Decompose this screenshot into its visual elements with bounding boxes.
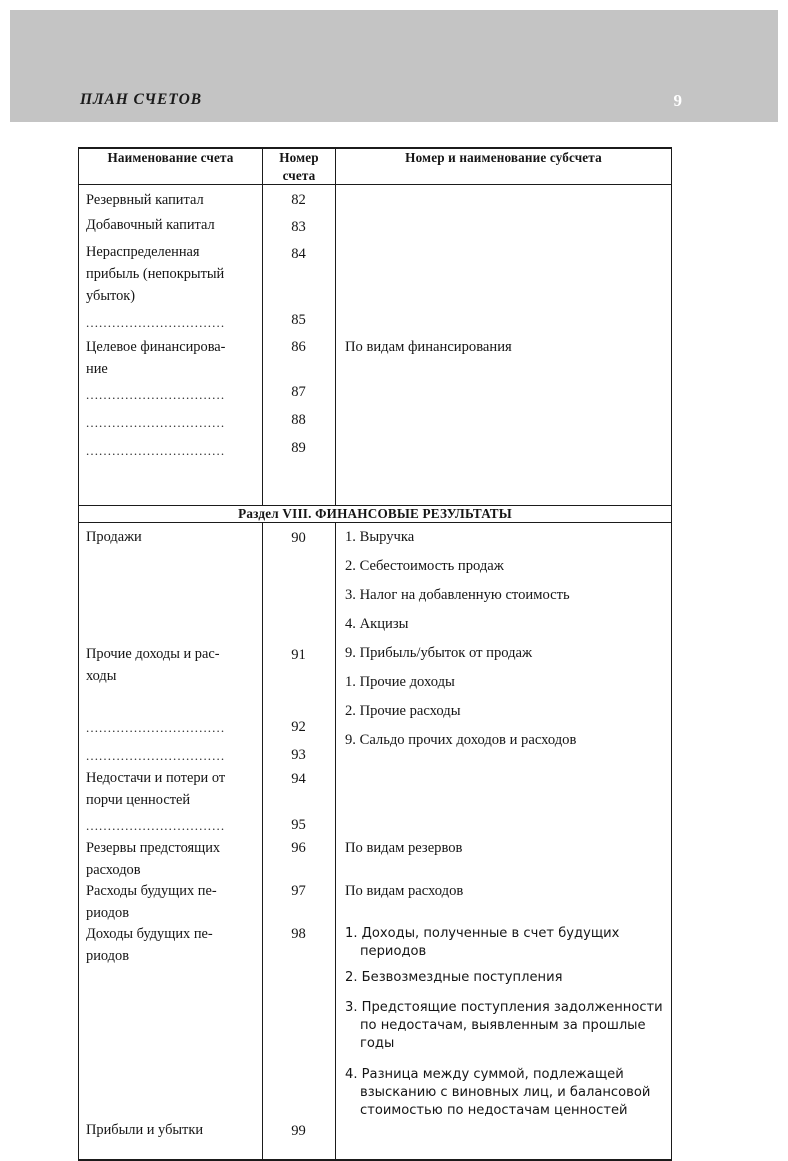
account-name: Расходы будущих пе-	[86, 883, 217, 900]
account-name: Недостачи и потери от	[86, 770, 226, 787]
account-name: ние	[86, 361, 108, 378]
column-header-account-name: Наименование счета	[79, 148, 263, 185]
subaccount-text: 1. Выручка	[345, 529, 415, 546]
account-name: риодов	[86, 905, 129, 922]
account-name: убыток)	[86, 288, 136, 305]
running-header-title: ПЛАН СЧЕТОВ	[80, 91, 202, 108]
column-header-account-number-line1: Номер	[279, 150, 319, 165]
account-number: 98	[291, 926, 306, 943]
account-name: Прочие доходы и рас-	[86, 646, 220, 663]
account-name: Целевое финансирова-	[86, 339, 226, 356]
account-name-lines	[79, 523, 262, 1159]
account-number: 99	[291, 1123, 306, 1140]
subaccount-text: 1. Прочие доходы	[345, 674, 455, 691]
section-divider-row	[79, 506, 672, 523]
column-header-account-number-line2: счета	[282, 167, 316, 183]
chart-of-accounts-table	[78, 147, 672, 1161]
page-number: 9	[673, 91, 682, 110]
column-header-subaccount: Номер и наименование субсчета	[336, 148, 672, 185]
account-number: 88	[291, 412, 306, 429]
account-name: риодов	[86, 948, 129, 965]
account-number: 83	[291, 219, 306, 236]
account-name-placeholder: ................................	[86, 720, 226, 736]
subaccount-text: 3. Предстоящие поступления задолженности по недостачам, выявленным за прошлые годы	[345, 1000, 663, 1051]
subaccount-text: 4. Разница между суммой, подлежащей взысканию с виновных лиц, и балансовой стоимостью по недостачам ценностей	[345, 1067, 651, 1118]
account-numbers-cell-capital	[263, 185, 336, 506]
account-number: 84	[291, 246, 306, 263]
subaccounts-cell-results	[336, 523, 672, 1161]
account-number: 89	[291, 440, 306, 457]
account-name-placeholder: ................................	[86, 818, 226, 834]
account-number: 87	[291, 384, 306, 401]
account-number: 82	[291, 192, 306, 209]
subaccounts-cell-capital	[336, 185, 672, 506]
account-name: Добавочный капитал	[86, 217, 215, 234]
account-number: 92	[291, 719, 306, 736]
subaccount-text: 9. Прибыль/убыток от продаж	[345, 645, 533, 662]
account-name: Прибыли и убытки	[86, 1122, 204, 1139]
account-number: 95	[291, 817, 306, 834]
subaccount-text: 4. Акцизы	[345, 616, 409, 633]
subaccount-text: По видам финансирования	[345, 339, 512, 356]
account-number: 85	[291, 312, 306, 329]
account-name: Резервы предстоящих	[86, 840, 221, 857]
account-numbers-cell-results	[263, 523, 336, 1161]
account-name: ходы	[86, 668, 117, 685]
account-name: Резервный капитал	[86, 192, 204, 209]
account-name-placeholder: ................................	[86, 748, 226, 764]
account-name-placeholder: ................................	[86, 387, 226, 403]
account-number: 91	[291, 647, 306, 664]
subaccount-text: 1. Доходы, полученные в счет будущих периодов	[345, 926, 620, 959]
account-name: порчи ценностей	[86, 792, 191, 809]
subaccount-text: 2. Безвозмездные поступления	[345, 970, 563, 986]
table-block-financial-results	[79, 523, 672, 1161]
account-number: 97	[291, 883, 306, 900]
subaccount-text: По видам расходов	[345, 883, 464, 900]
column-header-account-number	[263, 148, 336, 185]
account-names-cell-capital	[79, 185, 263, 506]
account-number: 86	[291, 339, 306, 356]
running-header-band	[10, 10, 778, 122]
subaccount-text: 3. Налог на добавленную стоимость	[345, 587, 570, 604]
subaccount-text: По видам резервов	[345, 840, 463, 857]
account-name-lines	[79, 185, 262, 505]
account-number: 94	[291, 771, 306, 788]
account-number: 96	[291, 840, 306, 857]
account-names-cell-results	[79, 523, 263, 1161]
account-name: расходов	[86, 862, 141, 879]
table-block-capital	[79, 185, 672, 506]
account-name-placeholder: ................................	[86, 315, 226, 331]
subaccount-text: 2. Прочие расходы	[345, 703, 461, 720]
account-name-placeholder: ................................	[86, 443, 226, 459]
account-name: Нераспределенная	[86, 244, 200, 261]
account-number: 93	[291, 747, 306, 764]
table-header-row	[79, 148, 672, 185]
account-name: прибыль (непокрытый	[86, 266, 225, 283]
account-name: Доходы будущих пе-	[86, 926, 213, 943]
account-name: Продажи	[86, 529, 142, 546]
subaccount-text: 2. Себестоимость продаж	[345, 558, 504, 575]
account-number: 90	[291, 530, 306, 547]
subaccount-text: 9. Сальдо прочих доходов и расходов	[345, 732, 577, 749]
section-title-viii: Раздел VIII. ФИНАНСОВЫЕ РЕЗУЛЬТАТЫ	[79, 506, 672, 523]
account-name-placeholder: ................................	[86, 415, 226, 431]
